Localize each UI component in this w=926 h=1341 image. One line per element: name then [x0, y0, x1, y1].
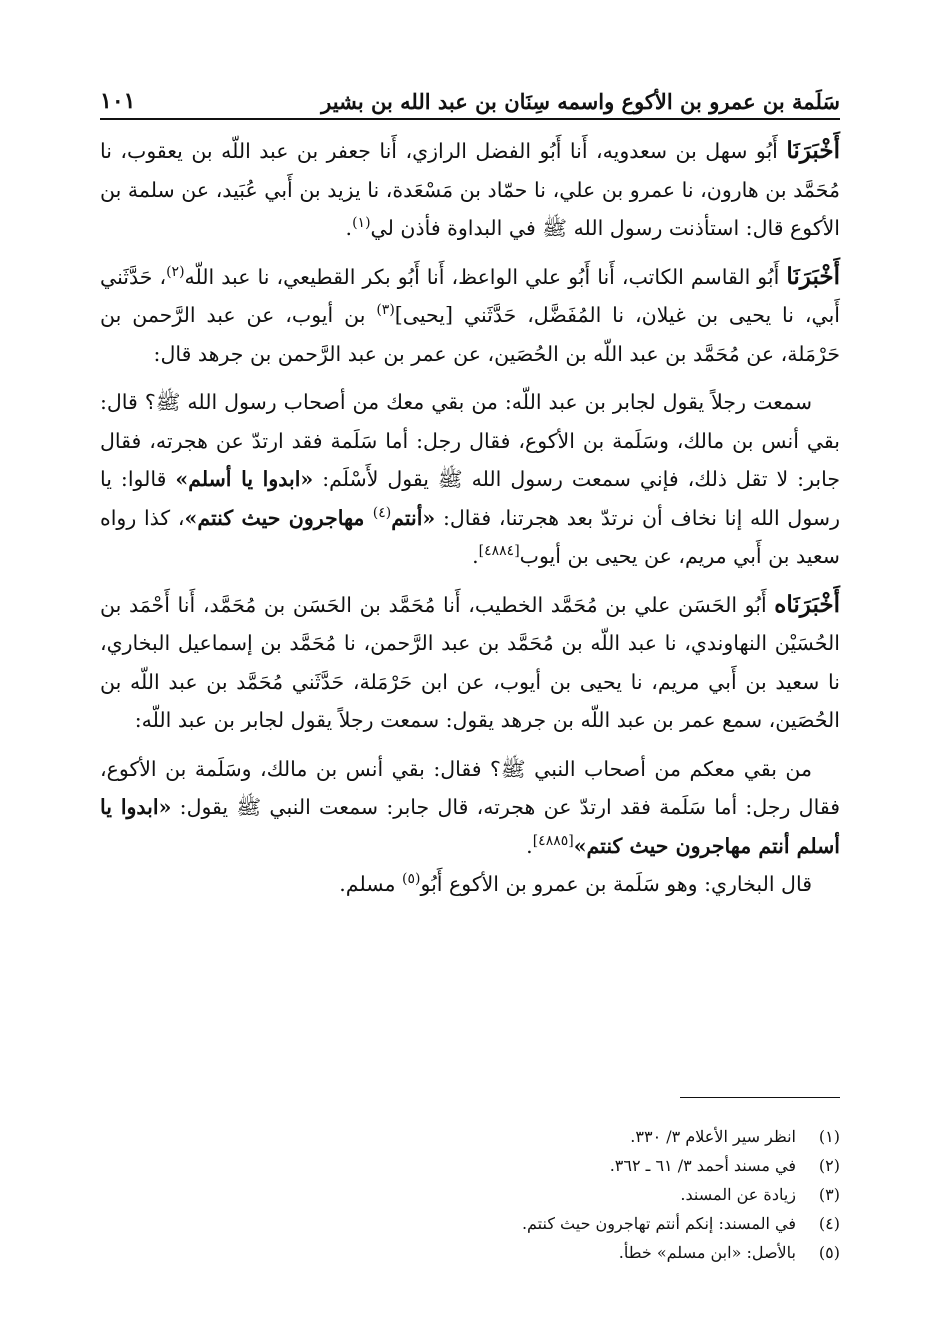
footnote-ref: (٢) — [166, 263, 185, 280]
paragraph-1 — [100, 132, 840, 248]
footnote-ref: (١) — [352, 215, 371, 232]
paragraph-text: من بقي معكم من أصحاب النبي ﷺ؟ فقال: بقي أنس بن مالك، وسَلَمة بن الأكوع، فقال رجل: أما سَلَمة فقد ارتدّ عن هجرته، قال جابر: سمعت النبي ﷺ يقول: — [100, 756, 840, 819]
footnote-ref: (٣) — [376, 302, 395, 319]
footnote-number: (٣) — [818, 1185, 840, 1204]
page-number: ١٠١ — [100, 88, 136, 114]
footnote — [100, 1238, 840, 1267]
footnote-number: (٥) — [818, 1243, 840, 1262]
main-text — [100, 132, 840, 904]
hadith-quote: مهاجرون حيث كنتم» — [184, 505, 373, 530]
paragraph-text: ، كذا رواه سعيد بن أَبي مريم، عن يحيى بن أيوب — [100, 505, 840, 568]
footnote-text: انظر سير الأعلام ٣/ ٣٣٠. — [630, 1127, 796, 1146]
isnad-lead: أَخْبَرَنَا — [786, 137, 840, 164]
footnotes — [100, 1122, 840, 1267]
footnote-text: بالأصل: «ابن مسلم» خطأ. — [618, 1243, 796, 1262]
footnote-rule — [680, 1097, 840, 1098]
paragraph-5 — [100, 750, 840, 866]
footnote-number: (٤) — [818, 1214, 840, 1233]
header-title: سَلَمة بن عمرو بن الأكوع واسمه سِنَان بن عبد الله بن بشير — [321, 89, 840, 114]
running-header — [100, 74, 840, 114]
paragraph-text: أَبُو القاسم الكاتب، أَنا أَبُو علي الواعظ، أَنا أَبُو بكر القطيعي، نا عبد اللّه — [184, 264, 780, 289]
footnote-text: في مسند أحمد ٣/ ٦١ ـ ٣٦٢. — [609, 1156, 796, 1175]
footnote-text: في المسند: إنكم أنتم تهاجرون حيث كنتم. — [521, 1214, 796, 1233]
hadith-number: [٤٨٨٤] — [478, 543, 520, 560]
footnote-text: زيادة عن المسند. — [680, 1185, 796, 1204]
paragraph-2 — [100, 258, 840, 374]
paragraph-6 — [100, 865, 840, 904]
isnad-lead: أَخْبَرَنَا — [786, 262, 840, 290]
footnote — [100, 1180, 840, 1209]
paragraph-text: أَبُو الحَسَن علي بن مُحَمَّد الخطيب، أَنا مُحَمَّد بن الحَسَن بن مُحَمَّد، أَنا أَحْمَد بن الحُسَيْن النهاوندي، نا عبد اللّه بن مُحَمَّد بن عبد الرَّحمن، نا مُحَمَّد بن إسماعيل البخاري، نا سعيد بن أَبي مريم، نا يحيى بن أيوب، عن ابن حَرْمَلة، حَدَّثَني مُحَمَّد بن عبد اللّه بن الحُصَين، سمع عمر بن عبد اللّه بن جرهد يقول: سمعت رجلاً يقول لجابر بن عبد اللّه: — [100, 592, 840, 732]
paragraph-text: قالوا: يا رسول الله إنا نخاف أن نرتدّ بعد هجرتنا، فقال: — [100, 467, 840, 530]
footnote-number: (٢) — [818, 1156, 840, 1175]
hadith-quote: «ابدوا يا أسلم» — [175, 467, 314, 491]
header-rule — [100, 118, 840, 120]
paragraph-text: بن أيوب، عن عبد الرَّحمن بن حَرْمَلة، عن مُحَمَّد بن عبد اللّه بن الحُصَين، عن عمر بن عبد الرَّحمن بن جرهد قال: — [100, 303, 840, 366]
hadith-quote: «أنتم — [391, 505, 436, 530]
footnote-ref: (٤) — [372, 504, 392, 521]
paragraph-text: سمعت رجلاً يقول لجابر بن عبد اللّه: من بقي معك من أصحاب رسول الله ﷺ؟ قال: بقي أنس بن مالك، وسَلَمة بن الأكوع، فقال رجل: أما سَلَمة فقد ارتدّ عن هجرته، فقال جابر: لا تقل ذلك، فإني سمعت رسول الله ﷺ يقول لأَسْلَم: — [100, 390, 841, 491]
paragraph-3 — [100, 383, 840, 576]
paragraph-text: ، حَدَّثَني أَبي، نا يحيى بن غيلان، نا المُفَضَّل، حَدَّثَني [يحيى] — [100, 264, 840, 327]
hadith-number: [٤٨٨٥] — [532, 832, 574, 849]
footnote — [100, 1122, 840, 1151]
paragraph-text: أَبُو سهل بن سعدويه، أَنا أَبُو الفضل الرازي، أَنا جعفر بن عبد اللّه بن يعقوب، نا مُحَمَّد بن هارون، نا عمرو بن علي، نا حمّاد بن مَسْعَدة، نا يزيد بن أَبي عُبَيد، عن سلمة بن الأكوع قال: استأذنت رسول الله ﷺ في البداوة فأذن لي — [100, 139, 840, 240]
paragraph-text: مسلم. — [339, 872, 403, 896]
paragraph-tail: . — [472, 544, 479, 568]
hadith-quote: «ابدوا يا أسلم أنتم مهاجرون حيث كنتم» — [100, 795, 840, 858]
footnote — [100, 1151, 840, 1180]
paragraph-4 — [100, 586, 840, 740]
isnad-lead: أَخْبَرَنَاه — [774, 590, 840, 618]
paragraph-text: قال البخاري: وهو سَلَمة بن عمرو بن الأكوع أَبُو — [420, 872, 812, 896]
footnote-ref: (٥) — [402, 871, 421, 888]
footnote-number: (١) — [818, 1127, 840, 1146]
footnote — [100, 1209, 840, 1238]
paragraph-tail: . — [526, 833, 533, 858]
paragraph-tail: . — [345, 216, 353, 240]
